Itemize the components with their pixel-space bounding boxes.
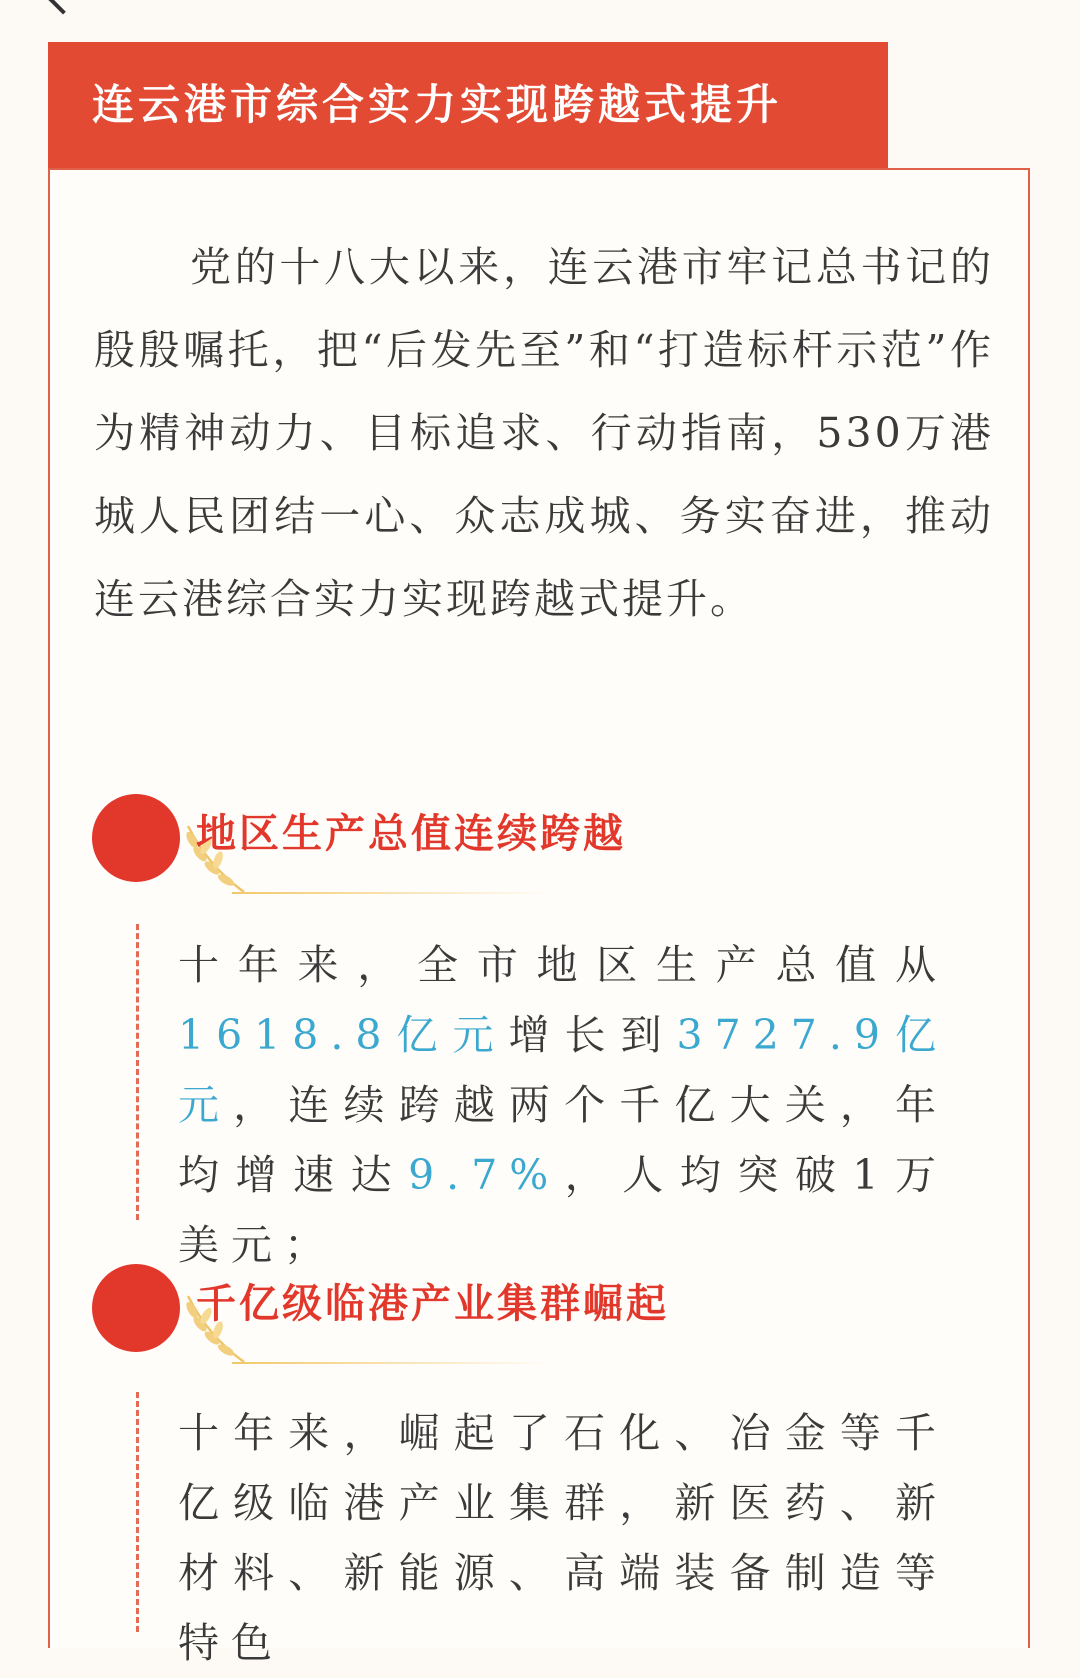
body-text: 增长到 [508, 1011, 677, 1059]
section-dot-icon [92, 794, 180, 882]
section-title: 地区生产总值连续跨越 [196, 811, 626, 857]
highlight-value: 1618.8亿元 [178, 1011, 509, 1059]
section-header-industry [92, 1264, 692, 1384]
body-text: ，连续跨越两个千亿大关，年均增速达 [178, 1081, 949, 1199]
body-text: ，人均突破1万美元； [178, 1151, 948, 1269]
body-text: 十年来，全市地区生产总值从 [178, 941, 948, 989]
intro-paragraph: 党的十八大以来，连云港市牢记总书记的殷殷嘱托，把“后发先至”和“打造标杆示范”作为精神动力、目标追求、行动指南，530万港城人民团结一心、众志成城、务实奋进，推动连云港综合实力实现跨越式提升。 [94, 243, 994, 623]
page-title: 连云港市综合实力实现跨越式提升 [48, 42, 888, 168]
section-title: 千亿级临港产业集群崛起 [196, 1281, 669, 1327]
section-dot-icon [92, 1264, 180, 1352]
section-body-industry: 十年来，崛起了石化、冶金等千亿级临港产业集群，新医药、新材料、新能源、高端装备制造等特色 [178, 1409, 948, 1667]
section-underline [232, 892, 552, 894]
section-divider [136, 924, 139, 1220]
section-body-gdp [178, 930, 948, 1280]
section-divider [136, 1392, 139, 1632]
section-underline [232, 1362, 552, 1364]
highlight-value: 9.7% [408, 1151, 561, 1199]
highlight-value: 3727.9亿元 [178, 1011, 949, 1129]
back-chevron-icon[interactable] [47, 0, 78, 15]
section-header-gdp [92, 794, 692, 914]
